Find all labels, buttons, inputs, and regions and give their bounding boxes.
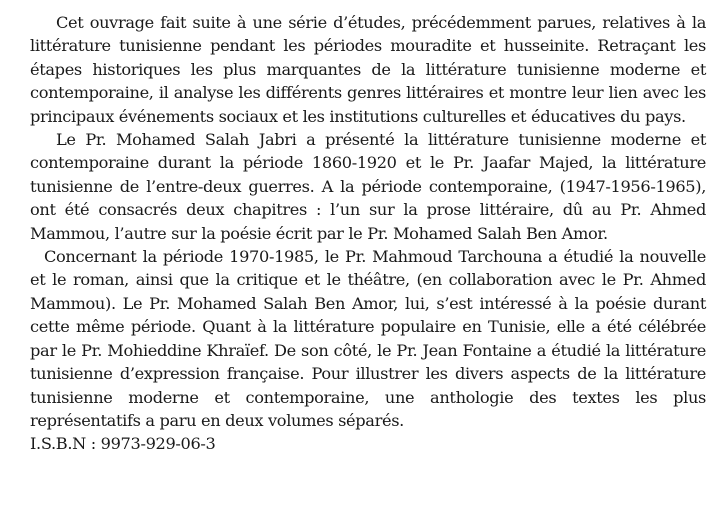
document-body <box>30 11 706 456</box>
paragraph-authors: Le Pr. Mohamed Salah Jabri a présenté la littérature tunisienne moderne et contemporaine durant la période 1860-1920 et le Pr. Jaafar Majed, la littérature tunisienne de l’entre-deux guerres. A la période contemporaine, (1947-1956-1965), ont été consacrés deux chapitres : l’un sur la prose littéraire, dû au Pr. Ahmed Mammou, l’autre sur la poésie écrit par le Pr. Mohamed Salah Ben Amor. <box>30 130 706 243</box>
paragraph-intro: Cet ouvrage fait suite à une série d’études, précédemment parues, relatives à la littérature tunisienne pendant les périodes mouradite et husseinite. Retraçant les étapes historiques les plus marquantes de la littérature tunisienne moderne et contemporaine, il analyse les différents genres littéraires et montre leur lien avec les principaux événements sociaux et les institutions culturelles et éducatives du pays. <box>30 13 706 126</box>
paragraph-contemporary: Concernant la période 1970-1985, le Pr. Mahmoud Tarchouna a étudié la nouvelle et le roman, ainsi que la critique et le théâtre, (en collaboration avec le Pr. Ahmed Mammou). Le Pr. Mohamed Salah Ben Amor, lui, s’est intéressé à la poésie durant cette même période. Quant à la littérature populaire en Tunisie, elle a été célébrée par le Pr. Mohieddine Khraïef. De son côté, le Pr. Jean Fontaine a étudié la littérature tunisienne d’expression française. Pour illustrer les divers aspects de la littérature tunisienne moderne et contemporaine, une anthologie des textes les plus représentatifs a paru en deux volumes séparés. <box>30 247 706 430</box>
isbn-line: I.S.B.N : 9973-929-06-3 <box>30 434 216 454</box>
